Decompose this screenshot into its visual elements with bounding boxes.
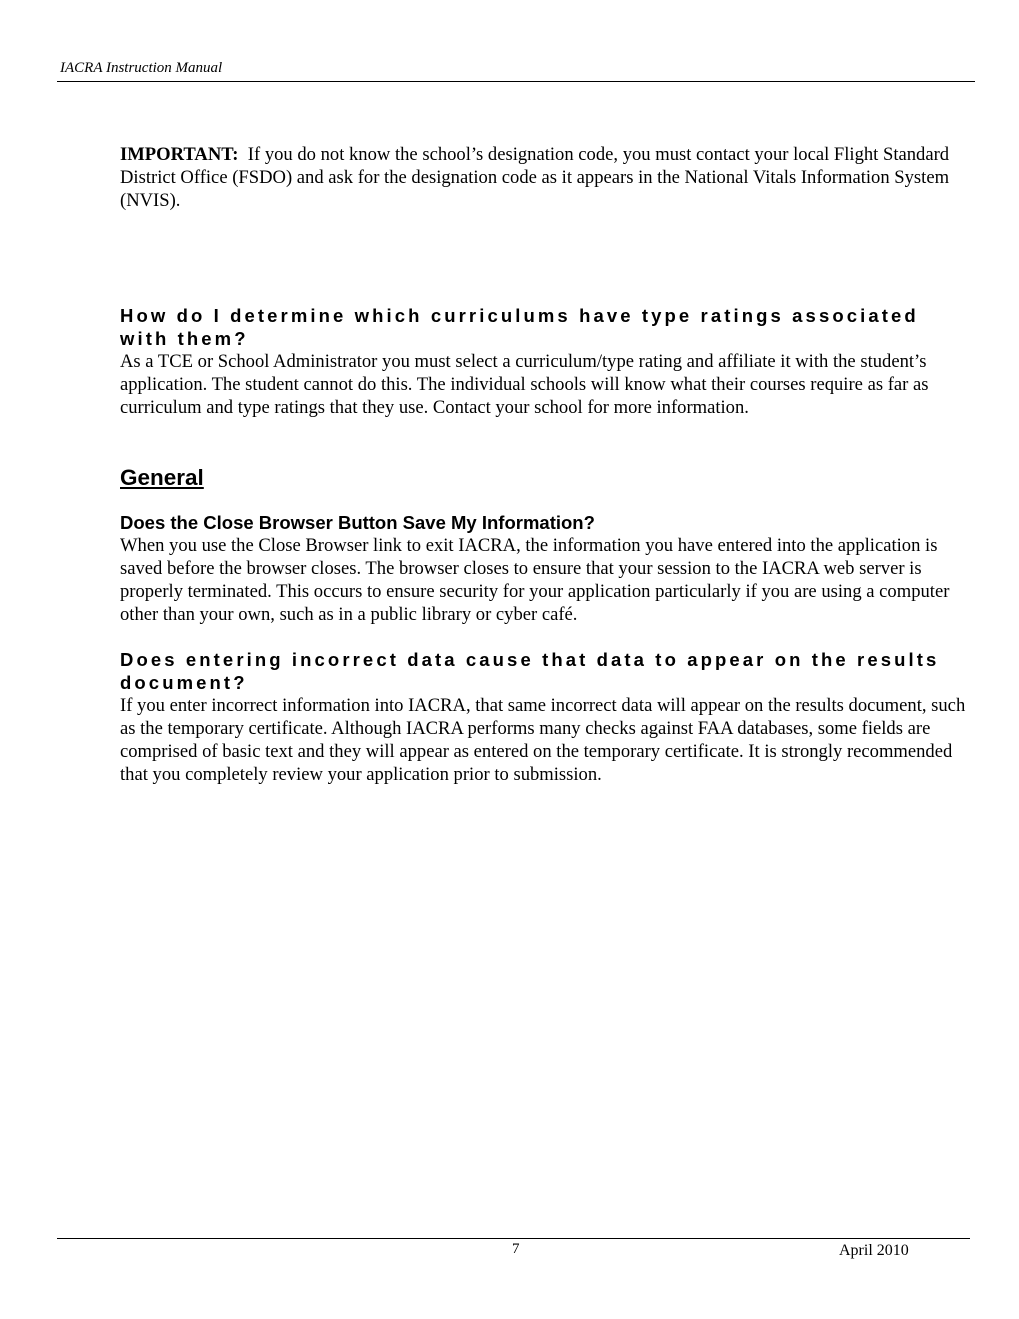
important-label: IMPORTANT:	[120, 144, 239, 165]
page-content	[120, 143, 980, 786]
faq-curriculum-answer: As a TCE or School Administrator you must select a curriculum/type rating and affiliate it with the student’s application. The student cannot do this. The individual schools will know what their courses require as far as curriculum and type ratings that they use. Contact your school for more information.	[120, 351, 929, 418]
faq-incorrect-data-question: Does entering incorrect data cause that data to appear on the results document?	[120, 649, 940, 693]
faq-curriculum-question: How do I determine which curriculums have type ratings associated with them?	[120, 305, 919, 349]
footer-rule	[57, 1238, 970, 1239]
footer-date: April 2010	[839, 1242, 909, 1259]
section-title-general: General	[120, 465, 204, 490]
page-number: 7	[512, 1241, 520, 1257]
faq-close-browser-question: Does the Close Browser Button Save My Information?	[120, 512, 595, 533]
important-text: If you do not know the school’s designation code, you must contact your local Flight Standard District Office (FSDO) and ask for the designation code as it appears in the National Vitals Information System (NVIS).	[120, 144, 950, 211]
header-rule	[57, 81, 975, 82]
important-note	[120, 143, 955, 212]
header-title: IACRA Instruction Manual	[60, 60, 223, 76]
faq-close-browser-answer: When you use the Close Browser link to exit IACRA, the information you have entered into the application is saved before the browser closes. The browser closes to ensure that your session to the IACRA web server is properly terminated. This occurs to ensure security for your application particularly if you are using a computer other than your own, such as in a public library or cyber café.	[120, 535, 950, 625]
faq-incorrect-data-answer: If you enter incorrect information into IACRA, that same incorrect data will appear on the results document, such as the temporary certificate. Although IACRA performs many checks against FAA databases, some fields are comprised of basic text and they will appear as entered on the temporary certificate. It is strongly recommended that you completely review your application prior to submission.	[120, 695, 966, 785]
